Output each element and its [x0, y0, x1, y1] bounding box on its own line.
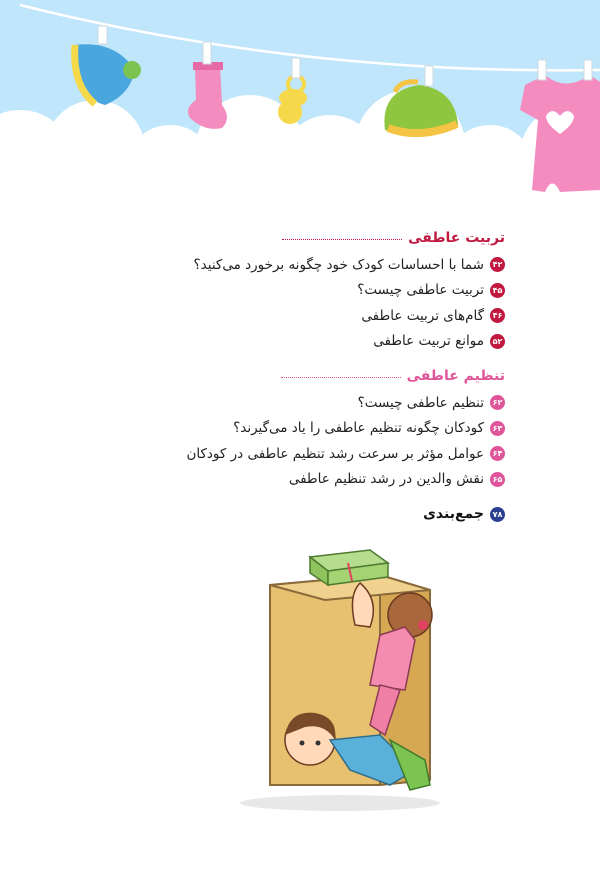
children-cabinet-illustration [230, 545, 455, 815]
page-number-badge: ۴۶ [490, 308, 505, 323]
summary-text: جمع‌بندی [423, 506, 484, 522]
toc-entry[interactable] [85, 441, 505, 467]
toc-entry-text: گام‌های تربیت عاطفی [361, 307, 484, 324]
toc-section [85, 230, 505, 354]
toc-summary-entry[interactable] [85, 506, 505, 522]
section-divider [281, 377, 401, 378]
page-number-badge: ۴۲ [490, 257, 505, 272]
page-number-badge: ۷۸ [490, 507, 505, 522]
section-divider [282, 239, 402, 240]
section-heading-row [85, 368, 505, 384]
page-number-badge: ۶۴ [490, 446, 505, 461]
toc-entry-text: تربیت عاطفی چیست؟ [357, 282, 484, 299]
page-number-badge: ۵۲ [490, 334, 505, 349]
section-heading-row [85, 230, 505, 246]
toc-entry[interactable] [85, 467, 505, 493]
page-number-badge: ۶۵ [490, 472, 505, 487]
toc-entry[interactable] [85, 416, 505, 442]
table-of-contents [85, 230, 505, 522]
toc-entry-text: تنظیم عاطفی چیست؟ [357, 394, 484, 411]
page-number-badge: ۴۵ [490, 283, 505, 298]
toc-entry-text: موانع تربیت عاطفی [373, 333, 484, 350]
toc-entry-text: عوامل مؤثر بر سرعت رشد تنظیم عاطفی در کودکان [186, 445, 484, 462]
page-number-badge: ۶۳ [490, 421, 505, 436]
toc-entry[interactable] [85, 252, 505, 278]
section-title: تربیت عاطفی [408, 230, 505, 246]
toc-entry-text: شما با احساسات کودک خود چگونه برخورد می‌کنید؟ [193, 256, 484, 273]
section-title: تنظیم عاطفی [406, 368, 505, 384]
header-illustration [0, 0, 600, 200]
page-number-badge: ۶۲ [490, 395, 505, 410]
toc-entry[interactable] [85, 390, 505, 416]
toc-entry[interactable] [85, 278, 505, 304]
toc-section [85, 368, 505, 492]
toc-entry-text: نقش والدین در رشد تنظیم عاطفی [288, 471, 484, 488]
toc-entry-text: کودکان چگونه تنظیم عاطفی را یاد می‌گیرند؟ [233, 420, 484, 437]
toc-entry[interactable] [85, 303, 505, 329]
toc-entry[interactable] [85, 329, 505, 355]
